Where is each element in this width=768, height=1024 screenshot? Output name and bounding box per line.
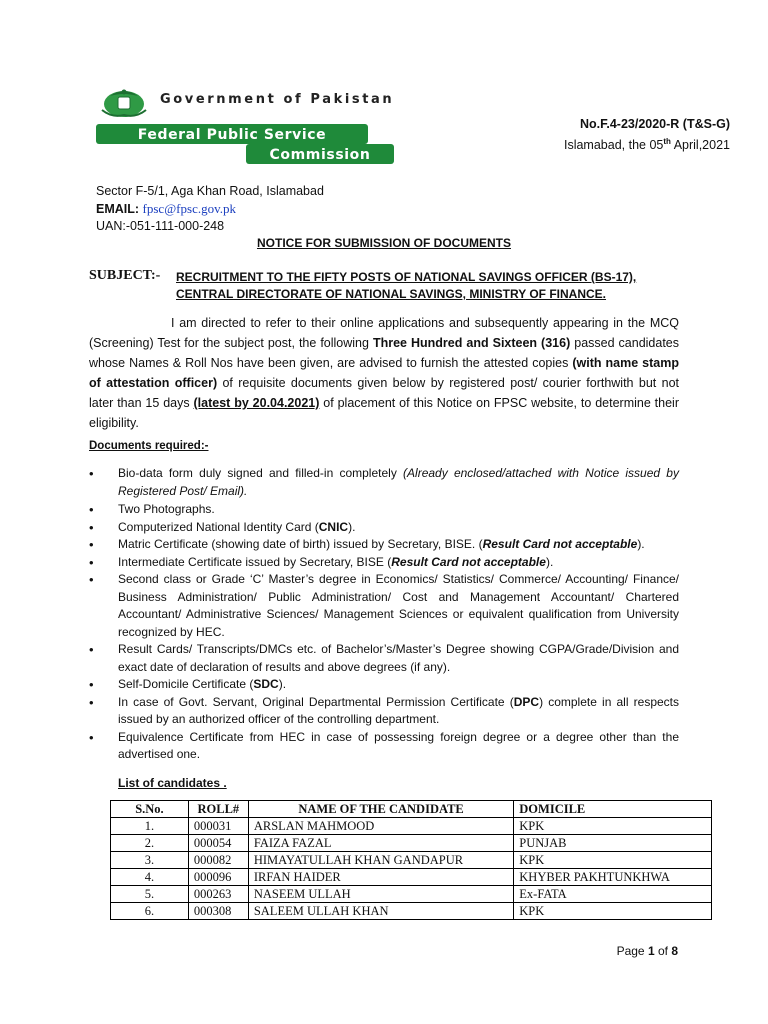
list-item: • Equivalence Certificate from HEC in case of possessing foreign degree or a degree other than the advertised one.	[89, 729, 679, 764]
table-row	[111, 818, 712, 835]
column-header-name: NAME OF THE CANDIDATE	[248, 801, 513, 818]
table-header-row	[111, 801, 712, 818]
list-item: • In case of Govt. Servant, Original Departmental Permission Certificate (DPC) complete in all respects issued by an authorized officer of the controlling department.	[89, 694, 679, 729]
list-item: • Self-Domicile Certificate (SDC).	[89, 676, 679, 694]
cell-name: SALEEM ULLAH KHAN	[248, 903, 513, 920]
cell-domicile: KPK	[514, 818, 712, 835]
cell-roll: 000096	[188, 869, 248, 886]
candidates-heading: List of candidates .	[118, 776, 227, 790]
issue-date: Islamabad, the 05th April,2021	[563, 137, 730, 153]
cell-roll: 000308	[188, 903, 248, 920]
table-row	[111, 852, 712, 869]
table-row	[111, 869, 712, 886]
table-row	[111, 835, 712, 852]
address-block	[96, 183, 324, 235]
list-item: • Bio-data form duly signed and filled-in completely (Already enclosed/attached with Notice issued by Registered Post/ Email).	[89, 465, 679, 501]
fpsc-logo-line1: Federal Public Service	[137, 127, 327, 143]
fpsc-logo-line2: Commission	[269, 147, 371, 163]
government-title: Government of Pakistan	[160, 92, 395, 107]
cell-name: FAIZA FAZAL	[248, 835, 513, 852]
list-item: • Intermediate Certificate issued by Secretary, BISE (Result Card not acceptable).	[89, 554, 679, 572]
cell-name: IRFAN HAIDER	[248, 869, 513, 886]
cell-domicile: PUNJAB	[514, 835, 712, 852]
email-line	[96, 200, 324, 218]
email-link[interactable]: fpsc@fpsc.gov.pk	[142, 201, 236, 216]
cell-roll: 000031	[188, 818, 248, 835]
address-line: Sector F-5/1, Aga Khan Road, Islamabad	[96, 184, 324, 198]
cell-name: NASEEM ULLAH	[248, 886, 513, 903]
cell-sno: 6.	[111, 903, 189, 920]
cell-domicile: KPK	[514, 852, 712, 869]
column-header-sno: S.No.	[111, 801, 189, 818]
cell-sno: 2.	[111, 835, 189, 852]
table-row	[111, 903, 712, 920]
reference-number: No.F.4-23/2020-R (T&S-G)	[579, 117, 730, 131]
cell-sno: 4.	[111, 869, 189, 886]
table-row	[111, 886, 712, 903]
list-item: • Computerized National Identity Card (CNIC).	[89, 519, 679, 537]
cell-sno: 1.	[111, 818, 189, 835]
candidates-table	[110, 800, 712, 920]
list-item: • Matric Certificate (showing date of birth) issued by Secretary, BISE. (Result Card not acceptable).	[89, 536, 679, 554]
cell-name: HIMAYATULLAH KHAN GANDAPUR	[248, 852, 513, 869]
subject-label: SUBJECT:-	[89, 268, 161, 283]
reference-block	[564, 116, 730, 154]
cell-name: ARSLAN MAHMOOD	[248, 818, 513, 835]
cell-sno: 5.	[111, 886, 189, 903]
documents-heading: Documents required:-	[89, 440, 209, 452]
cell-roll: 000082	[188, 852, 248, 869]
subject-text: RECRUITMENT TO THE FIFTY POSTS OF NATIONAL SAVINGS OFFICER (BS-17), CENTRAL DIRECTORATE OF NATIONAL SAVINGS, MINISTRY OF FINANCE.	[176, 270, 637, 301]
notice-title: NOTICE FOR SUBMISSION OF DOCUMENTS	[256, 236, 511, 250]
cell-domicile: Ex-FATA	[514, 886, 712, 903]
list-item: • Second class or Grade ‘C’ Master’s degree in Economics/ Statistics/ Commerce/ Accounting/ Finance/ Business Administration/ Public Administration/ Cost and Management Accountant/ Chartered Accountant/ Administrative Sciences/ Management Sciences or equivalent qualification from University recognized by HEC.	[89, 571, 679, 641]
documents-list	[89, 465, 679, 764]
cell-domicile: KPK	[514, 903, 712, 920]
body-paragraph: I am directed to refer to their online applications and subsequently appearing in the MCQ (Screening) Test for the subject post, the following Three Hundred and Sixteen (316) passed candidates whose Names & Roll Nos have been given, are advised to furnish the attested copies (with name stamp of attestation officer) of requisite documents given below by registered post/ courier forthwith but not later than 15 days (latest by 20.04.2021) of placement of this Notice on FPSC website, to determine their eligibility.	[89, 316, 680, 430]
uan-line: UAN:-051-111-000-248	[96, 219, 225, 233]
list-item: • Two Photographs.	[89, 501, 679, 519]
fpsc-logo	[96, 124, 396, 164]
email-label: EMAIL:	[96, 202, 140, 216]
column-header-roll: ROLL#	[188, 801, 248, 818]
cell-roll: 000263	[188, 886, 248, 903]
cell-domicile: KHYBER PAKHTUNKHWA	[514, 869, 712, 886]
cell-roll: 000054	[188, 835, 248, 852]
cell-sno: 3.	[111, 852, 189, 869]
list-item: • Result Cards/ Transcripts/DMCs etc. of Bachelor’s/Master’s Degree showing CGPA/Grade/Division and exact date of declaration of results and above degrees (if any).	[89, 641, 679, 676]
column-header-domicile: DOMICILE	[514, 801, 712, 818]
page-number: Page 1 of 8	[616, 944, 678, 958]
pakistan-emblem-icon	[96, 84, 152, 120]
